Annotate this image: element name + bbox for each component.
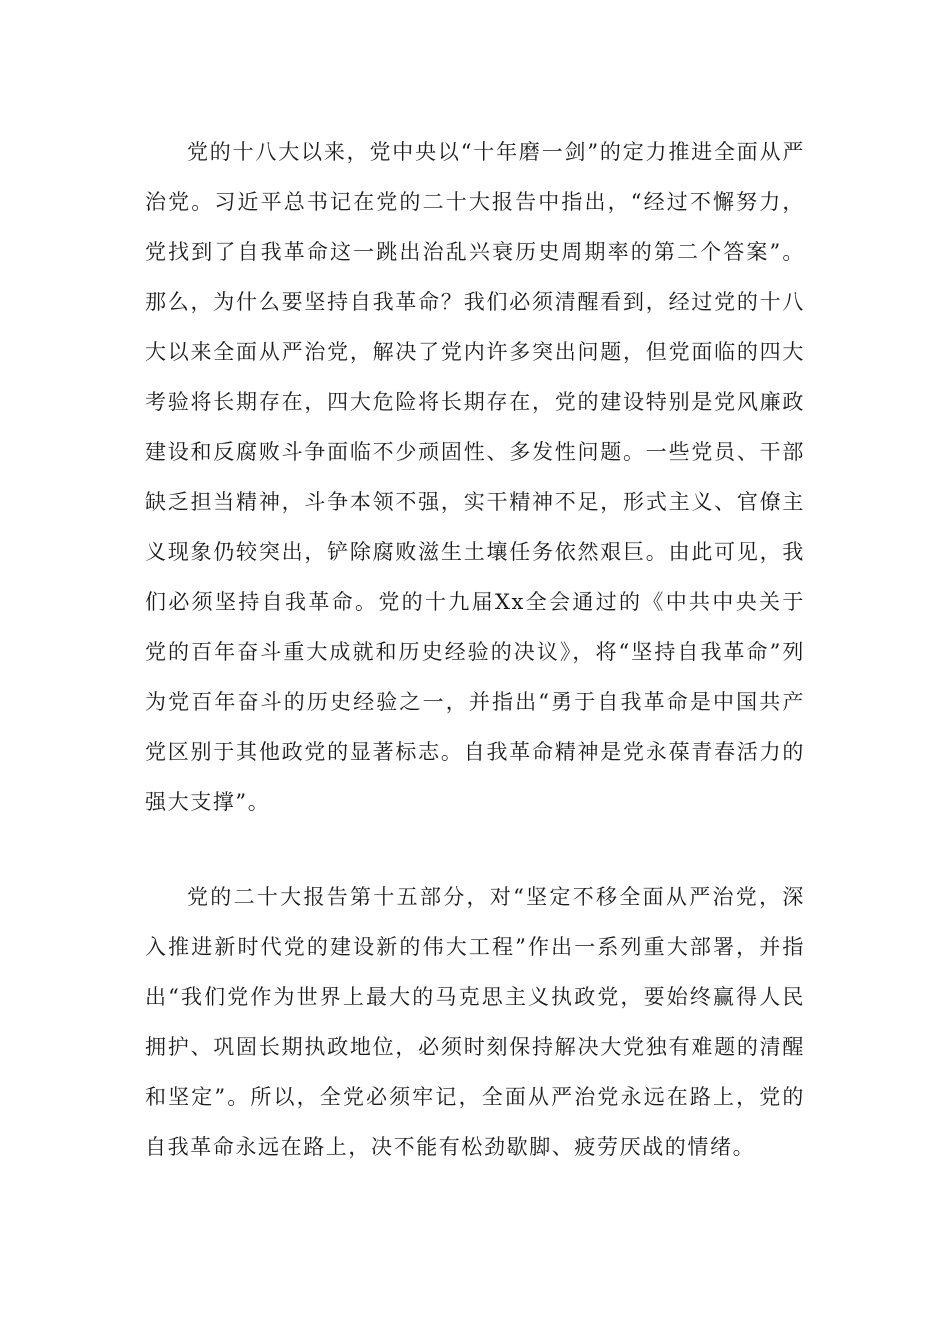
body-paragraph-2: 党的二十大报告第十五部分，对“坚定不移全面从严治党，深入推进新时代党的建设新的伟大工程”作出一系列重大部署，并指出“我们党作为世界上最大的马克思主义执政党，要始终赢得人民拥护、巩固长期执政地位，必须时刻保持解决大党独有难题的清醒和坚定”。所以，全党必须牢记，全面从严治党永远在路上，党的自我革命永远在路上，决不能有松劲歇脚、疲劳厌战的情绪。 xyxy=(145,885,805,1159)
body-paragraph-1: 党的十八大以来，党中央以“十年磨一剑”的定力推进全面从严治党。习近平总书记在党的二十大报告中指出，“经过不懈努力，党找到了自我革命这一跳出治乱兴衰历史周期率的第二个答案”。那么，为什么要坚持自我革命？我们必须清醒看到，经过党的十八大以来全面从严治党，解决了党内许多突出问题，但党面临的四大考验将长期存在，四大危险将长期存在，党的建设特别是党风廉政建设和反腐败斗争面临不少顽固性、多发性问题。一些党员、干部缺乏担当精神，斗争本领不强，实干精神不足，形式主义、官僚主义现象仍较突出，铲除腐败滋生土壤任务依然艰巨。由此可见，我们必须坚持自我革命。党的十九届Xx全会通过的《中共中央关于党的百年奋斗重大成就和历史经验的决议》，将“坚持自我革命”列为党百年奋斗的历史经验之一，并指出“勇于自我革命是中国共产党区别于其他政党的显著标志。自我革命精神是党永葆青春活力的强大支撑”。 xyxy=(145,140,805,814)
